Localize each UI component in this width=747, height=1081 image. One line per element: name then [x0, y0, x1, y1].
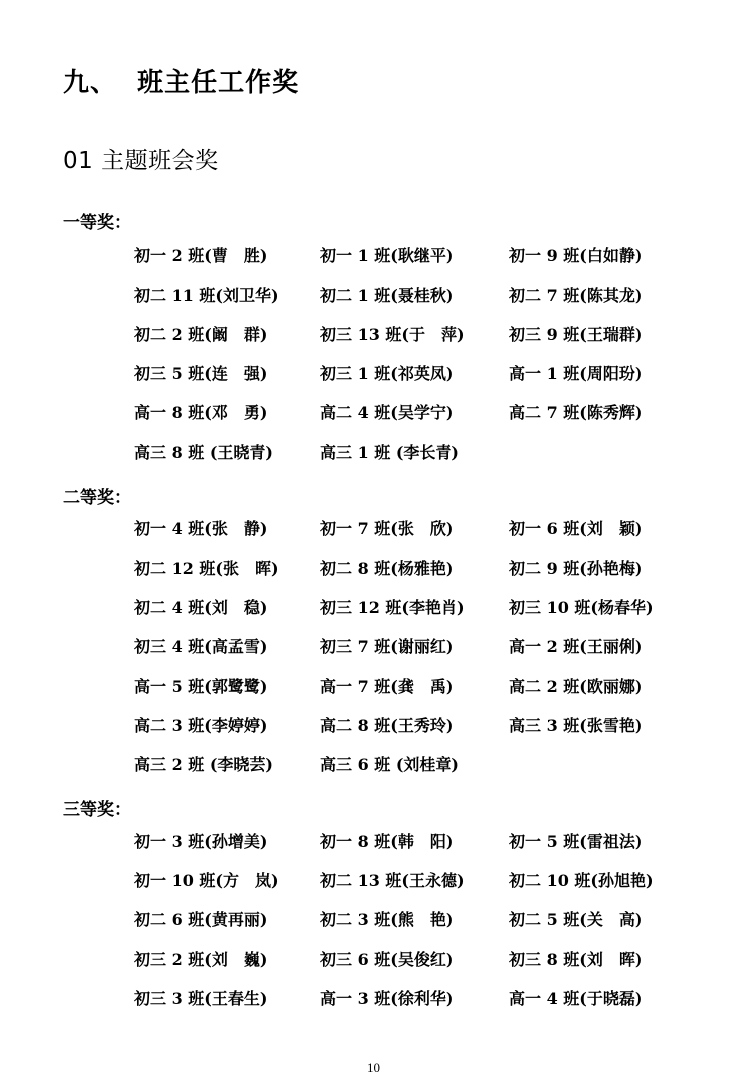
award-level-label: 三等奖： [63, 800, 131, 820]
award-entry: 初二 2 班(阚 群) [134, 325, 268, 344]
award-entry: 初一 7 班(张 欣) [320, 519, 454, 538]
award-row [0, 322, 747, 346]
award-entry: 初二 9 班(孙艳梅) [509, 559, 643, 578]
award-entry: 初三 12 班(李艳肖) [320, 598, 465, 617]
award-entry: 初一 5 班(雷祖法) [509, 832, 643, 851]
award-entry: 高三 3 班(张雪艳) [509, 716, 643, 735]
award-row [0, 361, 747, 385]
award-row [0, 713, 747, 737]
award-entry: 初三 3 班(王春生) [134, 989, 268, 1008]
award-entry: 初三 4 班(高孟雪) [134, 637, 268, 656]
award-entry: 高一 2 班(王丽俐) [509, 637, 643, 656]
award-entry: 初三 9 班(王瑞群) [509, 325, 643, 344]
award-title: 01 主题班会奖 [63, 148, 219, 174]
award-entry: 初一 10 班(方 岚) [134, 871, 279, 890]
award-entry: 高一 4 班(于晓磊) [509, 989, 643, 1008]
award-level-label: 一等奖： [63, 213, 131, 233]
award-entry: 初三 7 班(谢丽红) [320, 637, 454, 656]
award-entry: 高二 3 班(李婷婷) [134, 716, 268, 735]
award-row [0, 516, 747, 540]
award-entry: 高三 2 班 (李晓芸) [134, 755, 273, 774]
award-entry: 初三 6 班(吴俊红) [320, 950, 454, 969]
award-entry: 初三 8 班(刘 晖) [509, 950, 643, 969]
award-entry: 初二 3 班(熊 艳) [320, 910, 454, 929]
award-row [0, 868, 747, 892]
award-row [0, 556, 747, 580]
award-entry: 高三 1 班 (李长青) [320, 443, 459, 462]
award-row [0, 400, 747, 424]
award-row [0, 752, 747, 776]
award-entry: 初二 7 班(陈其龙) [509, 286, 643, 305]
award-entry: 初三 13 班(于 萍) [320, 325, 465, 344]
award-row [0, 674, 747, 698]
award-entry: 高二 4 班(吴学宁) [320, 403, 454, 422]
award-row [0, 986, 747, 1010]
award-entry: 初二 4 班(刘 稳) [134, 598, 268, 617]
award-entry: 高一 7 班(龚 禹) [320, 677, 454, 696]
award-row [0, 440, 747, 464]
page-number: 10 [367, 1060, 380, 1075]
award-row [0, 283, 747, 307]
award-entry: 初二 13 班(王永德) [320, 871, 465, 890]
award-row [0, 243, 747, 267]
award-entry: 初一 9 班(白如静) [509, 246, 643, 265]
award-row [0, 947, 747, 971]
award-entry: 高三 8 班 (王晓青) [134, 443, 273, 462]
award-entry: 初二 1 班(聂桂秋) [320, 286, 454, 305]
award-entry: 高一 3 班(徐利华) [320, 989, 454, 1008]
award-row [0, 595, 747, 619]
award-entry: 高一 1 班(周阳玢) [509, 364, 643, 383]
award-entry: 初一 4 班(张 静) [134, 519, 268, 538]
award-level-label: 二等奖： [63, 488, 131, 508]
award-row [0, 829, 747, 853]
award-entry: 高三 6 班 (刘桂章) [320, 755, 459, 774]
award-entry: 初一 8 班(韩 阳) [320, 832, 454, 851]
award-row [0, 634, 747, 658]
section-heading: 九、 班主任工作奖 [63, 68, 300, 98]
award-entry: 初三 5 班(连 强) [134, 364, 268, 383]
award-row [0, 907, 747, 931]
award-entry: 初二 8 班(杨雅艳) [320, 559, 454, 578]
award-entry: 初二 6 班(黄再丽) [134, 910, 268, 929]
award-entry: 初二 12 班(张 晖) [134, 559, 279, 578]
award-entry: 初一 1 班(耿继平) [320, 246, 454, 265]
award-entry: 高二 7 班(陈秀辉) [509, 403, 643, 422]
award-entry: 高一 5 班(郭鹭鹭) [134, 677, 268, 696]
award-entry: 初三 2 班(刘 巍) [134, 950, 268, 969]
award-entry: 初一 3 班(孙增美) [134, 832, 268, 851]
award-entry: 高二 2 班(欧丽娜) [509, 677, 643, 696]
award-entry: 初一 2 班(曹 胜) [134, 246, 268, 265]
award-entry: 初三 10 班(杨春华) [509, 598, 654, 617]
award-entry: 高一 8 班(邓 勇) [134, 403, 268, 422]
award-entry: 初二 11 班(刘卫华) [134, 286, 279, 305]
award-entry: 初一 6 班(刘 颖) [509, 519, 643, 538]
award-entry: 初三 1 班(祁英凤) [320, 364, 454, 383]
award-entry: 初二 5 班(关 高) [509, 910, 643, 929]
award-entry: 高二 8 班(王秀玲) [320, 716, 454, 735]
award-entry: 初二 10 班(孙旭艳) [509, 871, 654, 890]
